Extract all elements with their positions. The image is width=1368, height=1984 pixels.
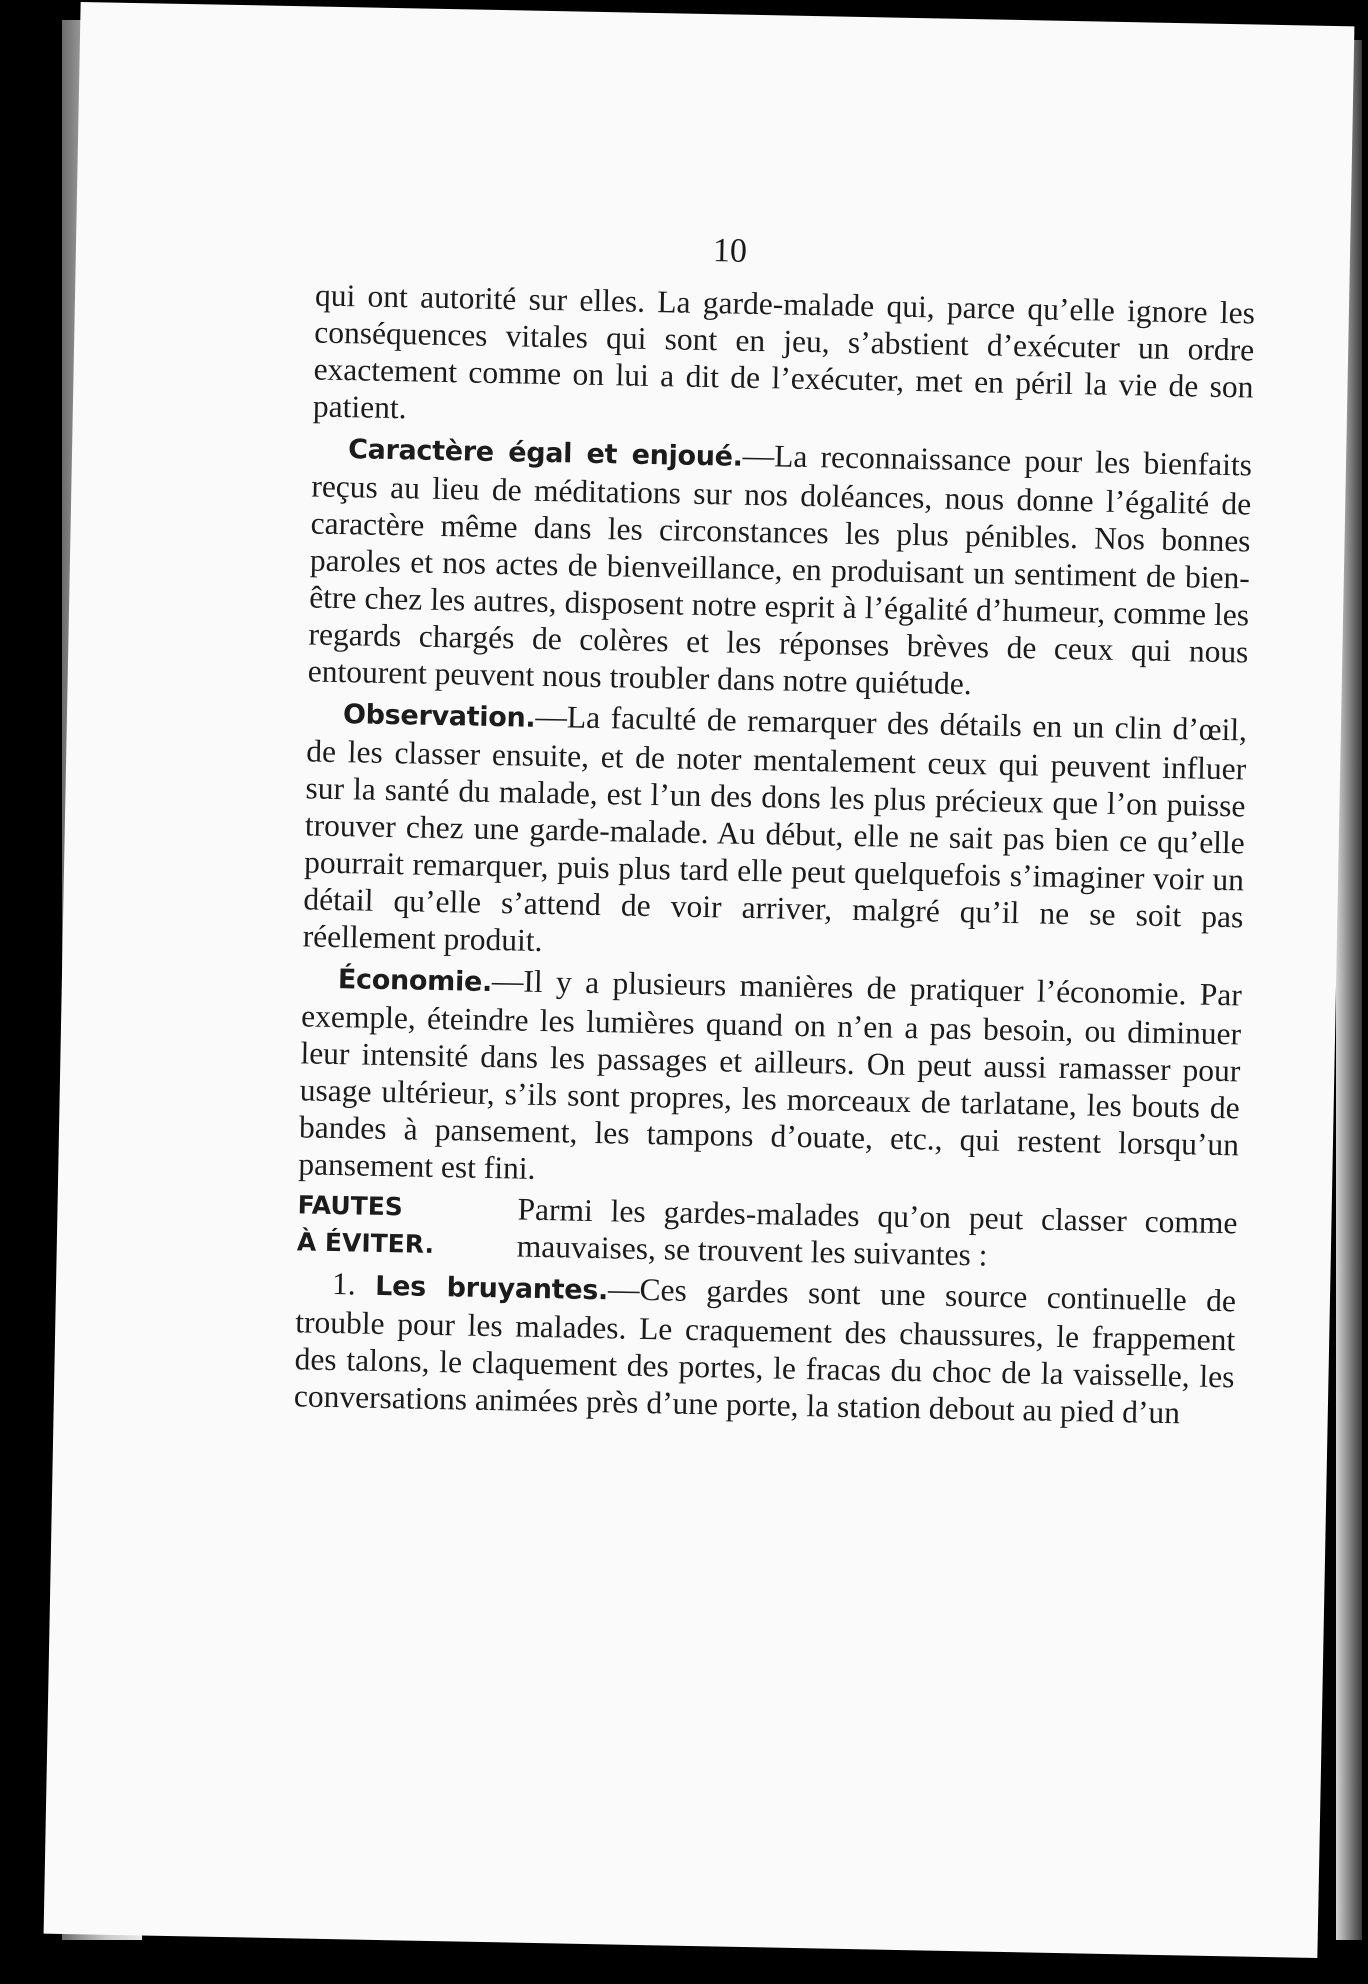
paragraph-body: —La faculté de remarquer des détails en un clin d’œil, de les classer ensuite, et de noter mentalement ceux qui peuvent influer sur la santé du malade, est l’un des dons les plus précieux que l’on puisse trouver chez une garde-malade. Au début, elle ne sait pas bien ce qu’elle pourrait remarquer, puis plus tard elle peut quelquefois s’imaginer voir un détail qu’elle s’attend de voir arriver, malgré qu’il ne se soit pas réellement produit. — [302, 698, 1248, 958]
paragraph-heading: Économie. — [337, 964, 493, 999]
paragraph-body: —Il y a plusieurs manières de pratiquer l’économie. Par exemple, éteindre les lumières quand on n’en a pas besoin, ou diminuer leur intensité dans les passages et ailleurs. On peut aussi ramasser pour usage ultérieur, s’ils sont propres, les morceaux de tarlatane, les bouts de bandes à pansement, les tampons d’ouate, etc., qui restent lorsqu’un pansement est fini. — [298, 963, 1243, 1186]
side-heading-line-1: FAUTES — [297, 1190, 404, 1222]
paragraph-body: —Ces gardes sont une source continuelle de trouble pour les malades. Le craquement des chaussures, le frappement des talons, le claquement des portes, le fracas du choc de la vaisselle, les conversations animées près d’une porte, la station debout au pied d’un — [293, 1271, 1237, 1431]
section-fautes-a-eviter — [297, 1186, 1238, 1278]
paragraph-continuation: qui ont autorité sur elles. La garde-malade qui, parce qu’elle ignore les conséquences vitales qui sont en jeu, s’abstient d’exécuter un ordre exactement comme on lui a dit de l’exécuter, met en péril la vie de son patient. — [312, 277, 1256, 426]
book-page — [44, 2, 1355, 1958]
side-heading-line-2: À ÉVITER. — [296, 1227, 435, 1259]
paragraph-bruyantes — [294, 1264, 1237, 1432]
paragraph-heading: Observation. — [342, 699, 536, 734]
page-text — [294, 277, 1256, 1433]
side-paragraph-body: Parmi les gardes-malades qu’on peut classer comme mauvaises, se trouvent les suivantes : — [516, 1191, 1238, 1273]
page-number: 10 — [712, 232, 748, 270]
paragraph-heading: Les bruyantes. — [374, 1270, 609, 1307]
paragraph-body: —La reconnaissance pour les bienfaits reçus au lieu de méditations sur nos doléances, nous donne l’égalité de caractère même dans les circonstances les plus pénibles. Nos bonnes paroles et nos actes de bienveillance, en produisant un sentiment de bien-être chez les autres, disposent notre esprit à l’égalité d’humeur, comme les regards chargés de colères et les réponses brèves de ceux qui nous entourent peuvent nous troubler dans notre quiétude. — [307, 437, 1253, 702]
side-heading — [297, 1186, 518, 1264]
paragraph-observation — [302, 693, 1247, 972]
paragraph-economie — [298, 958, 1242, 1200]
item-number: 1. — [331, 1266, 357, 1302]
paragraph-caractere — [308, 428, 1253, 707]
paragraph-heading: Caractère égal et enjoué. — [347, 434, 743, 473]
